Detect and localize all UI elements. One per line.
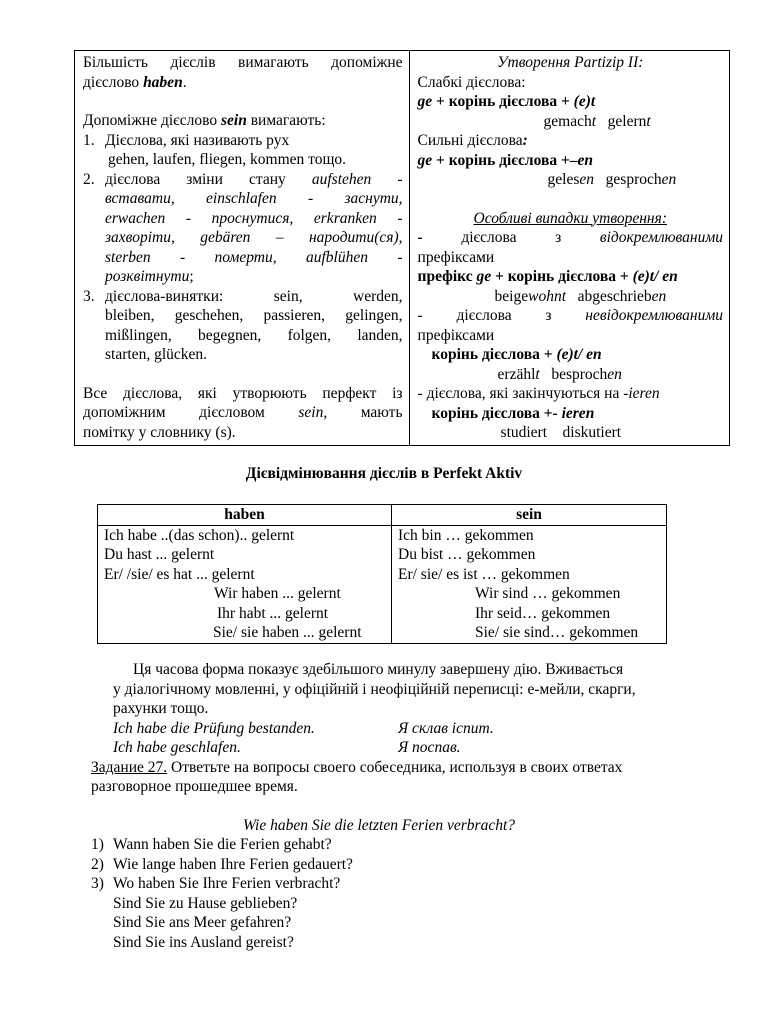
- ieren-formula: корінь дієслова +- ieren: [431, 404, 595, 422]
- auxiliary-rules-cell: [75, 51, 410, 446]
- task-line1: Задание 27. Ответьте на вопросы своего собеседника, используя в своих ответах: [91, 758, 623, 776]
- inseparable-line1: - дієслова з невідокремлюваними: [417, 307, 723, 324]
- sub-question: Sind Sie ans Meer gefahren?: [113, 914, 292, 931]
- task-label: Задание 27.: [91, 758, 168, 776]
- weak-examples: gemacht gelernt: [543, 112, 651, 130]
- haben-cell: Ich habe ..(das schon).. gelernt Du hast ... gelernt Er/ /sie/ es hat ... gelernt Wir haben ... gelernt Ihr habt ... gelernt Sie/ sie haben ... gelernt: [98, 525, 392, 643]
- rule-haben-line1: Більшість дієслів вимагають допоміжне: [83, 54, 403, 71]
- inseparable-line2: префіксами: [417, 326, 495, 344]
- partizip-formation-cell: [409, 51, 729, 446]
- sub-question: Sind Sie zu Hause geblieben?: [113, 894, 298, 912]
- rule-haben-line2: дієслово haben.: [83, 73, 187, 91]
- header-sein: sein: [392, 505, 667, 526]
- weak-verbs-label: Слабкі дієслова:: [417, 73, 526, 91]
- ieren-line: - дієслова, які закінчуються на -ieren: [417, 385, 660, 402]
- conjugation-title: Дієвідмінювання дієслів в Perfekt Aktiv: [245, 465, 523, 482]
- dictionary-note-line3: помітку у словнику (s).: [83, 423, 236, 441]
- usage-para-line1: Ця часова форма показує здебільшого минулу завершену дію. Вживається: [133, 661, 624, 678]
- rules-table: [74, 50, 730, 446]
- special-cases-title: Особливі випадки утворення:: [473, 209, 667, 227]
- dictionary-note-line1: Все дієслова, які утворюють перфект із: [83, 384, 403, 402]
- partizip-title: Утворення Partizip II:: [497, 54, 644, 71]
- list-item-exceptions: 3. дієслова-винятки: sein, werden, bleiben, geschehen, passieren, gelingen, mißlingen, begegnen, folgen, landen, starten, glücken.: [83, 287, 403, 363]
- usage-para-line3: рахунки тощо.: [113, 700, 209, 717]
- strong-examples: gelesen gesprochen: [547, 171, 677, 188]
- example-1: Ich habe die Prüfung bestanden. Я склав іспит.: [113, 719, 494, 737]
- sub-question: Sind Sie ins Ausland gereist?: [113, 933, 294, 951]
- sein-cell: Ich bin … gekommen Du bist … gekommen Er/ sie/ es ist … gekommen Wir sind … gekommen Ihr seid… gekommen Sie/ sie sind… gekommen: [392, 525, 667, 643]
- header-haben: haben: [98, 505, 392, 526]
- motion-examples: gehen, laufen, fliegen, kommen тощо.: [108, 151, 347, 168]
- table-row: [98, 525, 667, 643]
- list-item-state-change: 2. дієслова зміни стану aufstehen - вставати, einschlafen - заснути, erwachen - проснутися, erkranken - захворіти, gebären – народити(ся), sterben - померти, aufblühen - розквітнути;: [83, 170, 403, 285]
- rule-sein-intro: Допоміжне дієслово sein вимагають:: [83, 112, 326, 129]
- usage-para-line2: у діалогічному мовленні, у офіційній і неофіційній переписці: е-мейли, скарги,: [113, 680, 636, 698]
- table-header-row: [98, 505, 667, 526]
- strong-formula: ge + корінь дієслова +–en: [417, 151, 594, 169]
- separable-line1: - дієслова з відокремлюваними: [417, 229, 724, 246]
- separable-examples: beigewohnt abgeschrieben: [494, 287, 667, 305]
- list-item: 2) Wie lange haben Ihre Ferien gedauert?: [91, 855, 353, 873]
- list-item-motion: 1. Дієслова, які називають рух: [83, 131, 290, 149]
- body-text: [91, 660, 723, 952]
- ieren-examples: studiert diskutiert: [500, 424, 622, 441]
- question-title: Wie haben Sie die letzten Ferien verbracht?: [243, 816, 516, 834]
- separable-line2: префіксами: [417, 248, 495, 266]
- list-item: 3) Wo haben Sie Ihre Ferien verbracht?: [91, 875, 341, 892]
- weak-formula: ge + корінь дієслова + (e)t: [417, 93, 596, 110]
- inseparable-formula: корінь дієслова + (e)t/ en: [431, 346, 602, 363]
- list-item: 1) Wann haben Sie die Ferien gehabt?: [91, 836, 332, 853]
- inseparable-examples: erzählt besprochen: [497, 365, 622, 383]
- separable-formula: префікс ge + корінь дієслова + (e)t/ en: [417, 268, 678, 285]
- task-line2: разговорное прошедшее время.: [91, 778, 298, 795]
- dictionary-note-line2: допоміжним дієсловом sein, мають: [83, 404, 403, 421]
- conjugation-table: [97, 504, 667, 644]
- strong-verbs-label: Сильні дієслова:: [417, 132, 528, 149]
- example-2: Ich habe geschlafen. Я поспав.: [113, 739, 461, 756]
